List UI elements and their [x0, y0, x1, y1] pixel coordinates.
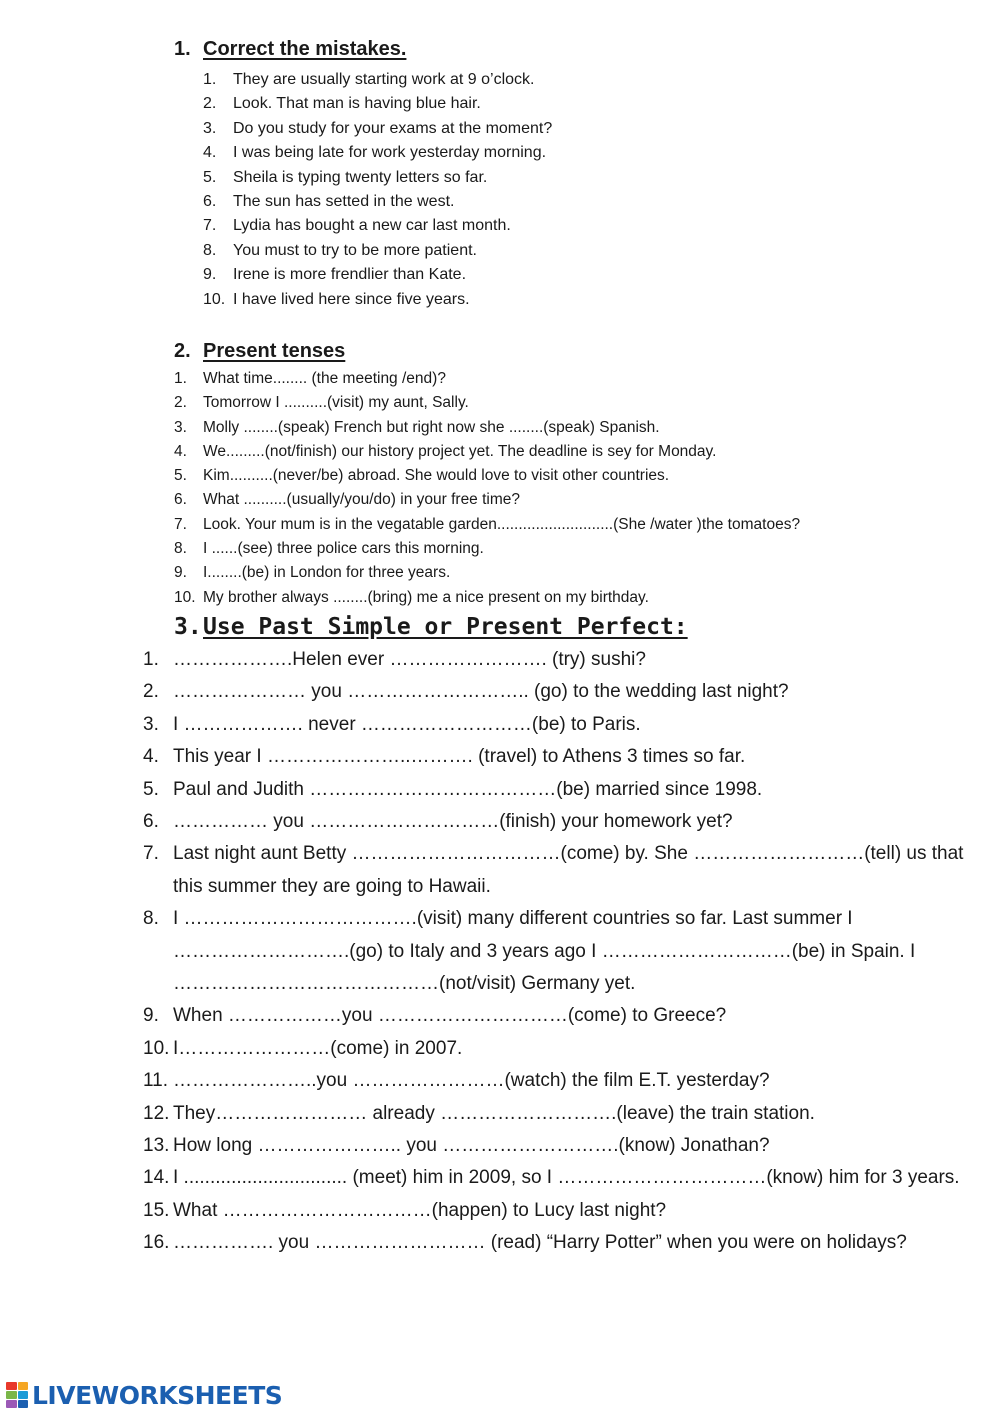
item-number: 11. [143, 1070, 169, 1092]
item-text-line: When ………………you …………………………(come) to Greece? [173, 1005, 727, 1027]
item-number: 9. [203, 266, 217, 284]
item-text: Look. That man is having blue hair. [233, 95, 481, 113]
logo-text: LIVEWORKSHEETS [32, 1380, 283, 1410]
item-text [173, 838, 963, 903]
item-text [173, 1000, 726, 1032]
item-text-line: ………………… you ……………………….. (go) to the wedding last night? [173, 681, 789, 703]
liveworksheets-logo [6, 1380, 282, 1410]
item-number: 4. [174, 442, 187, 460]
item-text: What time........ (the meeting /end)? [203, 370, 446, 387]
item-number: 1. [174, 370, 187, 387]
item-text: I........(be) in London for three years. [203, 564, 451, 582]
item-number: 15. [143, 1199, 170, 1221]
item-text: Tomorrow I ..........(visit) my aunt, Sally. [203, 394, 469, 412]
item-text: Kim..........(never/be) abroad. She would love to visit other countries. [203, 467, 670, 485]
item-number: 9. [174, 564, 187, 582]
section-title-text: Correct the mistakes. [203, 38, 407, 60]
item-number: 7. [174, 515, 187, 533]
item-number: 2. [143, 681, 159, 703]
item-text [173, 1195, 666, 1227]
item-number: 5. [143, 778, 159, 800]
item-text [173, 1162, 960, 1194]
item-number: 2. [203, 95, 217, 113]
item-text: My brother always ........(bring) me a nice present on my birthday. [203, 588, 649, 606]
item-text [173, 903, 915, 1000]
item-number: 16. [143, 1232, 170, 1254]
item-text-line: I ……………………………….(visit) many different countries so far. Last summer I [173, 908, 853, 930]
item-text-line: This year I …………………..………. (travel) to Athens 3 times so far. [173, 746, 746, 768]
item-text [173, 1065, 770, 1097]
item-number: 12. [143, 1102, 170, 1124]
item-text-line: ……………. you ……………………… (read) “Harry Potter” when you were on holidays? [173, 1232, 907, 1254]
item-number: 1. [143, 649, 159, 670]
item-text-line: ……………….Helen ever ……………………. (try) sushi? [173, 649, 646, 670]
item-number: 5. [203, 168, 217, 186]
item-text: Do you study for your exams at the moment? [233, 119, 553, 137]
item-number: 6. [174, 491, 187, 509]
item-text: Lydia has bought a new car last month. [233, 217, 511, 235]
item-text-line: I ............................... (meet) him in 2009, so I ……………………………(know) him for 3 years. [173, 1167, 960, 1189]
item-number: 8. [203, 241, 217, 259]
item-text [173, 741, 745, 773]
logo-mark-icon [6, 1382, 28, 1408]
section-title [174, 340, 345, 363]
item-number: 1. [203, 71, 217, 88]
item-text [173, 644, 646, 676]
item-text-line: …………… you …………………………(finish) your homework yet? [173, 810, 733, 832]
item-number: 3. [203, 119, 217, 137]
item-text: Irene is more frendlier than Kate. [233, 266, 467, 284]
item-text-line: this summer they are going to Hawaii. [173, 875, 491, 897]
item-number: 7. [143, 843, 159, 865]
item-number: 13. [143, 1134, 170, 1156]
item-text: Sheila is typing twenty letters so far. [233, 168, 488, 186]
item-text [173, 1227, 907, 1259]
item-number: 2. [174, 394, 187, 412]
item-number: 7. [203, 217, 217, 235]
item-text: The sun has setted in the west. [233, 192, 455, 210]
item-number: 10. [143, 1037, 170, 1059]
item-text [173, 1033, 462, 1065]
section-number: 2. [174, 340, 191, 362]
item-text [173, 1130, 770, 1162]
item-number: 4. [203, 144, 217, 162]
item-text: Molly ........(speak) French but right now she ........(speak) Spanish. [203, 418, 660, 436]
item-number: 14. [143, 1167, 170, 1189]
item-text-line: Paul and Judith …………………………………(be) married since 1998. [173, 778, 763, 800]
section-title [174, 38, 406, 61]
item-text: You must to try to be more patient. [233, 241, 477, 259]
item-number: 10. [203, 290, 226, 308]
item-text: I was being late for work yesterday morning. [233, 144, 547, 162]
item-text: Look. Your mum is in the vegatable garden...........................(She /water )the tomatoes? [203, 515, 801, 533]
item-text-line: What ……………………………(happen) to Lucy last night? [173, 1199, 667, 1221]
item-text [173, 806, 733, 838]
section-title [174, 614, 688, 640]
item-number: 8. [143, 908, 159, 930]
item-text: What ..........(usually/you/do) in your free time? [203, 491, 521, 509]
item-text-line: …………………..you ……………………(watch) the film E.T. yesterday? [173, 1070, 770, 1092]
item-text [173, 1098, 815, 1130]
item-text-line: ……………………………………(not/visit) Germany yet. [173, 972, 636, 994]
item-number: 10. [174, 588, 196, 606]
item-text [173, 774, 762, 806]
item-number: 5. [174, 467, 187, 485]
item-text-line: Last night aunt Betty ……………………………(come) by. She ………………………(tell) us that [173, 843, 964, 865]
item-text-line: I ………………. never ………………………(be) to Paris. [173, 713, 641, 735]
item-text-line: How long ………………….. you ……………………….(know) Jonathan? [173, 1134, 770, 1156]
item-number: 6. [143, 810, 159, 832]
section-title-text: Use Past Simple or Present Perfect: [203, 614, 688, 640]
item-text-line: I……………………(come) in 2007. [173, 1037, 463, 1059]
item-number: 3. [174, 418, 187, 436]
item-text: They are usually starting work at 9 o’clock. [233, 71, 535, 88]
item-text: We.........(not/finish) our history project yet. The deadline is sey for Monday. [203, 442, 717, 460]
item-number: 4. [143, 746, 159, 768]
item-text: I have lived here since five years. [233, 290, 470, 308]
item-number: 3. [143, 713, 159, 735]
section-title-text: Present tenses [203, 340, 346, 362]
item-number: 6. [203, 192, 217, 210]
item-text-line: ……………………….(go) to Italy and 3 years ago I …………………………(be) in Spain. I [173, 940, 916, 962]
item-number: 9. [143, 1005, 159, 1027]
item-text [173, 676, 789, 708]
item-text: I ......(see) three police cars this morning. [203, 540, 484, 558]
item-number: 8. [174, 540, 187, 558]
section-number: 3. [174, 614, 202, 640]
section-number: 1. [174, 38, 191, 60]
item-text [173, 709, 641, 741]
item-text-line: They…………………… already ……………………….(leave) the train station. [173, 1102, 815, 1124]
